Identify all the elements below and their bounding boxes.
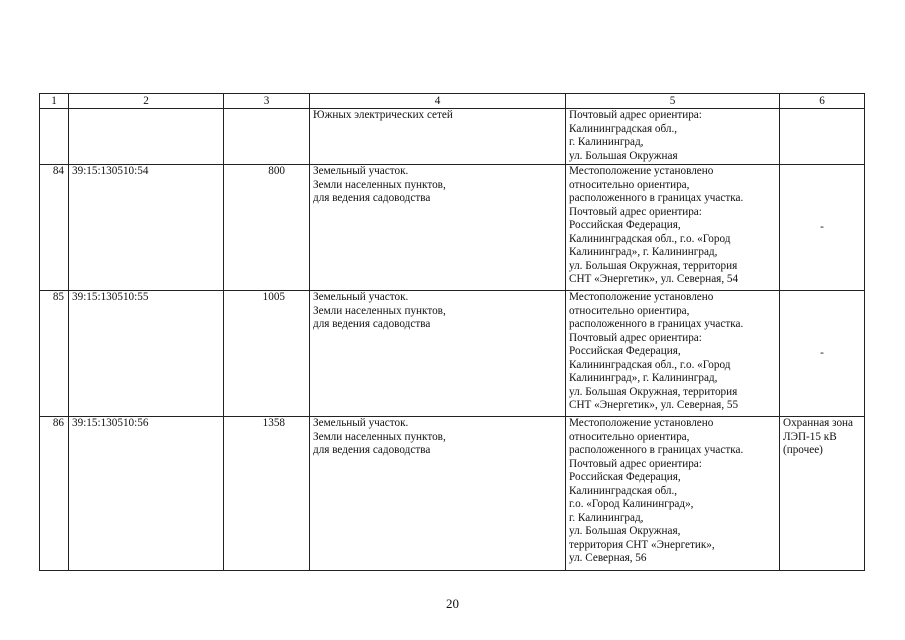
cell-num: 84 xyxy=(40,165,69,291)
table-row xyxy=(40,417,865,571)
text-line: Калининградская обл., г.о. «Город xyxy=(569,232,731,245)
text-line: Калининградская обл., xyxy=(569,484,678,497)
text-line: Земельный участок. xyxy=(313,417,409,429)
text-line: г. Калининград, xyxy=(569,136,644,148)
text-line: расположенного в границах участка. xyxy=(569,318,744,330)
text-line: Калининградская обл., г.о. «Город xyxy=(569,358,731,371)
text-line: ул. Большая Окружная xyxy=(569,149,678,162)
text-line: ул. Северная, 56 xyxy=(569,552,647,564)
cell-description xyxy=(310,165,566,291)
column-header: 5 xyxy=(566,94,780,109)
text-line: для ведения садоводства xyxy=(313,318,431,330)
text-line: г.о. «Город Калининград», xyxy=(569,498,694,510)
cell-area: 1005 xyxy=(224,291,310,417)
text-line: расположенного в границах участка. xyxy=(569,444,744,456)
cell-cadastral: 39:15:130510:54 xyxy=(69,165,224,291)
text-line: Земли населенных пунктов, xyxy=(313,430,446,443)
text-line: для ведения садоводства xyxy=(313,444,431,456)
text-line: расположенного в границах участка. xyxy=(569,192,744,204)
table-row xyxy=(40,165,865,291)
text-line: Почтовый адрес ориентира: xyxy=(569,457,702,470)
cell-description xyxy=(310,417,566,571)
text-line: Почтовый адрес ориентира: xyxy=(569,331,702,344)
text-line: Калининград», г. Калининград, xyxy=(569,246,718,258)
table-row xyxy=(40,291,865,417)
text-line: Почтовый адрес ориентира: xyxy=(569,109,702,121)
text-line: Местоположение установлено xyxy=(569,291,714,303)
text-line: Южных электрических сетей xyxy=(313,109,453,121)
cell-area xyxy=(224,109,310,165)
text-line: Местоположение установлено xyxy=(569,417,714,429)
text-line: Земельный участок. xyxy=(313,165,409,177)
cell-description xyxy=(310,109,566,165)
text-line: СНТ «Энергетик», ул. Северная, 54 xyxy=(569,273,739,285)
text-line: ул. Большая Окружная, территория xyxy=(569,259,738,272)
cell-note xyxy=(780,109,865,165)
text-line: Калининград», г. Калининград, xyxy=(569,372,718,384)
cell-description xyxy=(310,291,566,417)
text-line: относительно ориентира, xyxy=(569,304,690,317)
text-line: относительно ориентира, xyxy=(569,430,690,443)
cell-cadastral: 39:15:130510:55 xyxy=(69,291,224,417)
land-plots-table xyxy=(39,93,865,571)
cell-note xyxy=(780,417,865,571)
text-line: г. Калининград, xyxy=(569,511,644,524)
cell-cadastral xyxy=(69,109,224,165)
cell-num xyxy=(40,109,69,165)
text-line: Земли населенных пунктов, xyxy=(313,178,446,191)
text-line: Охранная зона xyxy=(783,417,854,429)
cell-location xyxy=(566,109,780,165)
text-line: (прочее) xyxy=(783,444,823,456)
text-line: СНТ «Энергетик», ул. Северная, 55 xyxy=(569,399,739,411)
column-header: 4 xyxy=(310,94,566,109)
text-line: относительно ориентира, xyxy=(569,178,690,191)
cell-location xyxy=(566,291,780,417)
text-line: ул. Большая Окружная, xyxy=(569,525,681,537)
cell-num: 85 xyxy=(40,291,69,417)
text-line: Земельный участок. xyxy=(313,291,409,303)
page-number: 20 xyxy=(446,596,459,611)
column-number-row xyxy=(40,94,865,109)
text-line: ЛЭП-15 кВ xyxy=(783,430,837,443)
cell-area: 800 xyxy=(224,165,310,291)
table-row-continuation xyxy=(40,109,865,165)
text-line: Земли населенных пунктов, xyxy=(313,304,446,317)
cell-location xyxy=(566,417,780,571)
text-line: Российская Федерация, xyxy=(569,345,681,357)
text-line: территория СНТ «Энергетик», xyxy=(569,538,715,551)
column-header: 2 xyxy=(69,94,224,109)
cell-note: - xyxy=(780,291,865,417)
text-line: Российская Федерация, xyxy=(569,471,681,483)
cell-location xyxy=(566,165,780,291)
text-line: ул. Большая Окружная, территория xyxy=(569,385,738,398)
text-line: Российская Федерация, xyxy=(569,219,681,231)
column-header: 1 xyxy=(40,94,69,109)
cell-num: 86 xyxy=(40,417,69,571)
text-line: для ведения садоводства xyxy=(313,192,431,204)
text-line: Местоположение установлено xyxy=(569,165,714,177)
text-line: Почтовый адрес ориентира: xyxy=(569,205,702,218)
cell-area: 1358 xyxy=(224,417,310,571)
cell-cadastral: 39:15:130510:56 xyxy=(69,417,224,571)
column-header: 6 xyxy=(780,94,865,109)
column-header: 3 xyxy=(224,94,310,109)
text-line: Калининградская обл., xyxy=(569,122,678,135)
cell-note: - xyxy=(780,165,865,291)
